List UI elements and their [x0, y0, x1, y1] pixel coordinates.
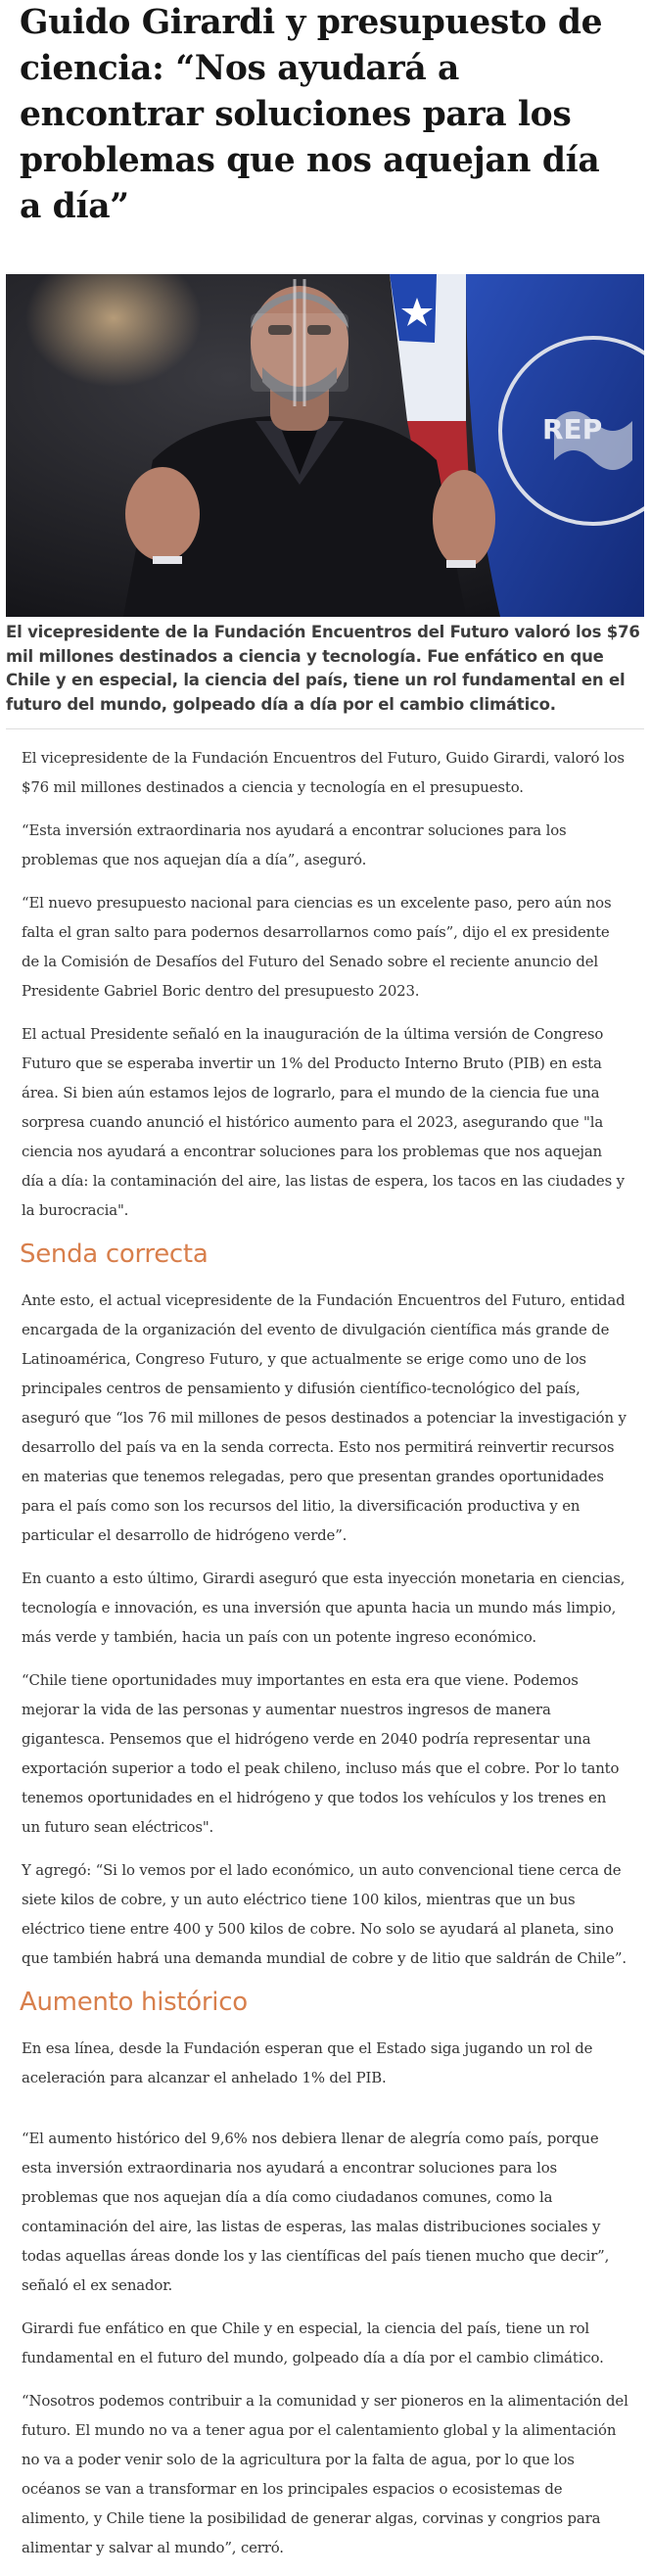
paragraph: En cuanto a esto último, Girardi aseguró que esta inyección monetaria en ciencias, tecnología e innovación, es una inversión que apunta hacia un mundo más limpio, más verde y también, hacia un país con un potente ingreso económico. [22, 1569, 626, 1646]
article-headline: Guido Girardi y presupuesto de ciencia: “Nos ayudará a encontrar soluciones para los problemas que nos aquejan día a día” [20, 3, 603, 226]
paragraph: “El nuevo presupuesto nacional para ciencias es un excelente paso, pero aún nos falta el gran salto para podernos desarrollarnos como país”, dijo el ex presidente de la Comisión de Desafíos del Futuro del Senado sobre el reciente anuncio del Presidente Gabriel Boric dentro del presupuesto 2023. [22, 894, 612, 1000]
flag-emblem-text: REP [542, 413, 603, 445]
photo-caption: El vicepresidente de la Fundación Encuentros del Futuro valoró los $76 mil millones destinados a ciencia y tecnología. Fue enfático en que Chile y en especial, la ciencia del país, tiene un rol fundamental en el futuro del mundo, golpeado día a día por el cambio climático. [6, 623, 640, 714]
paragraph: En esa línea, desde la Fundación esperan que el Estado siga jugando un rol de aceleración para alcanzar el anhelado 1% del PIB. [22, 2039, 593, 2086]
article-photo [6, 274, 644, 617]
paragraph: Y agregó: “Si lo vemos por el lado económico, un auto convencional tiene cerca de siete kilos de cobre, y un auto eléctrico tiene 100 kilos, mientras que un bus eléctrico tiene entre 400 y 500 kilos de cobre. No solo se ayudará al planeta, sino que también habrá una demanda mundial de cobre y de litio que saldrán de Chile”. [22, 1861, 627, 1967]
paragraph: El vicepresidente de la Fundación Encuentros del Futuro, Guido Girardi, valoró los $76 mil millones destinados a ciencia y tecnología en el presupuesto. [22, 749, 625, 796]
section-heading: Aumento histórico [20, 1988, 248, 2017]
paragraph: Girardi fue enfático en que Chile y en especial, la ciencia del país, tiene un rol fundamental en el futuro del mundo, golpeado día a día por el cambio climático. [22, 2319, 604, 2366]
paragraph: El actual Presidente señaló en la inauguración de la última versión de Congreso Futuro que se esperaba invertir un 1% del Producto Interno Bruto (PIB) en esta área. Si bien aún estamos lejos de lograrlo, para el mundo de la ciencia fue una sorpresa cuando anunció el histórico aumento para el 2023, asegurando que "la ciencia nos ayudará a encontrar soluciones para los problemas que nos aquejan día a día: la contaminación del aire, las listas de espera, los tacos en las ciudades y la burocracia". [22, 1025, 625, 1219]
section-heading: Senda correcta [20, 1240, 209, 1269]
paragraph: Ante esto, el actual vicepresidente de la Fundación Encuentros del Futuro, entidad encargada de la organización del evento de divulgación científica más grande de Latinoamérica, Congreso Futuro, y que actualmente se erige como uno de los principales centros de pensamiento y difusión científico-tecnológico del país, aseguró que “los 76 mil millones de pesos destinados a potenciar la investigación y desarrollo del país va en la senda correcta. Esto nos permitirá reinvertir recursos en materias que tenemos relegadas, pero que presentan grandes oportunidades para el país como son los recursos del litio, la diversificación productiva y en particular el desarrollo de hidrógeno verde”. [22, 1291, 627, 1544]
paragraph: “Chile tiene oportunidades muy importantes en esta era que viene. Podemos mejorar la vida de las personas y aumentar nuestros ingresos de manera gigantesca. Pensemos que el hidrógeno verde en 2040 podría representar una exportación superior a todo el peak chileno, incluso más que el cobre. Por lo tanto tenemos oportunidades en el hidrógeno y que todos los vehículos y los trenes en un futuro sean eléctricos". [22, 1671, 620, 1836]
speaker-photo-illustration [6, 274, 644, 617]
paragraph: “Esta inversión extraordinaria nos ayudará a encontrar soluciones para los problemas que nos aquejan día a día”, aseguró. [22, 821, 567, 868]
article-body [0, 729, 650, 2562]
paragraph: “Nosotros podemos contribuir a la comunidad y ser pioneros en la alimentación del futuro. El mundo no va a tener agua por el calentamiento global y la alimentación no va a poder venir solo de la agricultura por la falta de agua, por lo que los océanos se van a transformar en los principales espacios o ecosistemas de alimento, y Chile tiene la posibilidad de generar algas, corvinas y congrios para alimentar y salvar al mundo”, cerró. [22, 2392, 628, 2556]
institutional-flag [466, 274, 644, 617]
paragraph: “El aumento histórico del 9,6% nos debiera llenar de alegría como país, porque esta inversión extraordinaria nos ayudará a encontrar soluciones para los problemas que nos aquejan día a día como ciudadanos comunes, como la contaminación del aire, las listas de esperas, las malas distribuciones sociales y todas aquellas áreas donde los y las científicas del país tienen mucho que decir”, señaló el ex senador. [22, 2130, 610, 2294]
